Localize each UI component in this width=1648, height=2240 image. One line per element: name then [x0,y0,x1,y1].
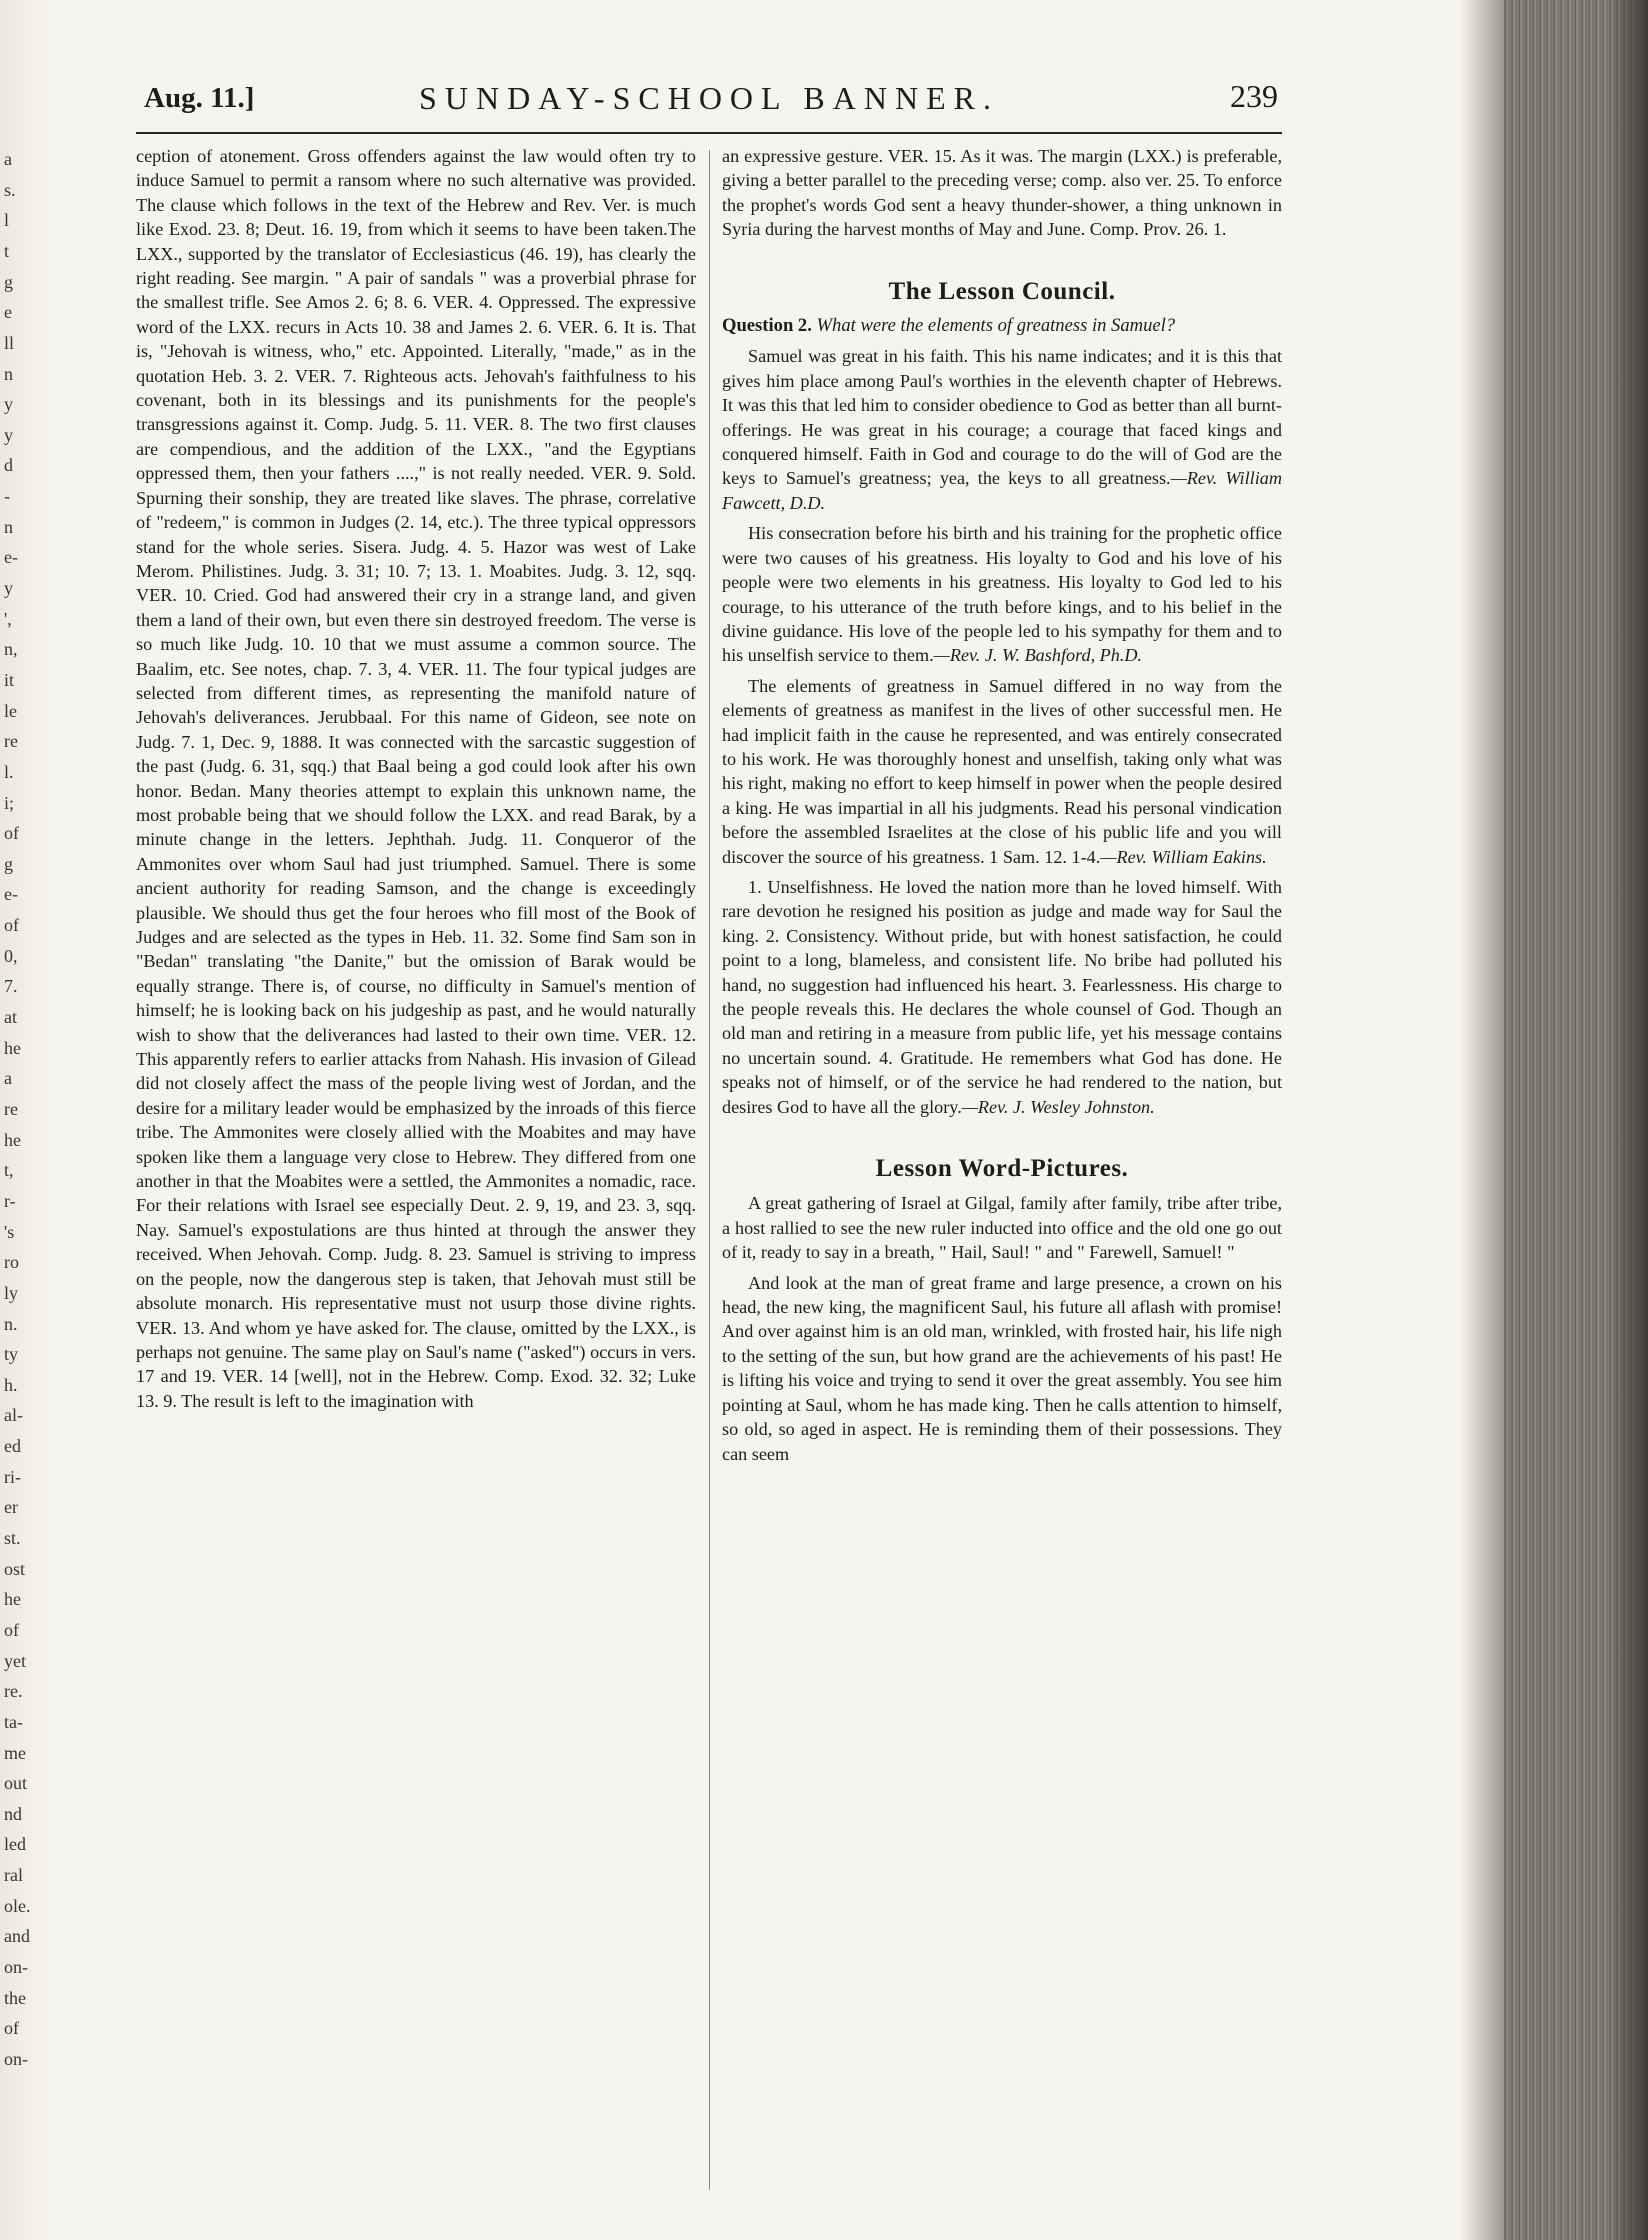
answer-text: 1. Unselfishness. He loved the nation more than he loved himself. With rare devotion he resigned his position as judge and made way for Saul the king. 2. Consistency. Without pride, but with honest satisfaction, he could point to a long, blameless, and consistent life. No bribe had polluted his hand, no suggestion had influenced his heart. 3. Fearlessness. His charge to the people reveals this. He declares the whole counsel of God. Though an old man and retiring in a measure from public life, yet his message contains no uncertain sound. 4. Gratitude. He remembers what God has done. He speaks not of himself, or of the service he had rendered to the nation, but desires God to have all the glory. [722,876,1282,1117]
margin-fragment: ed [4,1436,21,1456]
commentary-paragraph: ception of atonement. Gross offenders against the law would often try to induce Samuel to permit a ransom where no such alternative was provided. The clause which follows in the text of the Hebrew and Rev. Ver. is much like Exod. 23. 8; Deut. 16. 19, from which it seems to have been taken.The LXX., supported by the translator of Ecclesiasticus (46. 19), has clearly the right reading. See margin. " A pair of sandals " was a proverbial phrase for the smallest trifle. See Amos 2. 6; 8. 6. VER. 4. Oppressed. The expressive word of the LXX. recurs in Acts 10. 38 and James 2. 6. VER. 6. It is. That is, "Jehovah is witness, who," etc. Appointed. Literally, "made," as in the quotation Heb. 3. 2. VER. 7. Righteous acts. Jehovah's faithfulness to his covenant, both in its blessings and its punishments for the people's transgressions against it. Comp. Judg. 5. 11. VER. 8. The two first clauses are compendious, and the addition of the LXX., "and the Egyptians oppressed them, then your fathers ....," is not really needed. VER. 9. Sold. Spurning their sonship, they are treated like slaves. The phrase, correlative of "redeem," is common in Judges (2. 14, etc.). The three typical oppressors stand for the whole series. Sisera. Judg. 4. 5. Hazor was west of Lake Merom. Philistines. Judg. 3. 31; 10. 7; 13. 1. Moabites. Judg. 3. 12, sqq. VER. 10. Cried. God had answered their cry in a strange land, and given them a land of their own, but even there sin destroyed freedom. The verse is so much like Judg. 10. 10 that we must assume a common source. The Baalim, etc. See notes, chap. 7. 3, 4. VER. 11. The four typical judges are selected from different times, as representing the manifold nature of Jehovah's deliverances. Jerubbaal. For this name of Gideon, see note on Judg. 7. 1, Dec. 9, 1888. It was connected with the sarcastic suggestion of the past (Judg. 6. 31, sqq.) that Baal being a god could look after his own honor. Bedan. Many theories attempt to explain this unknown name, the most probable being that we should follow the LXX. and read Barak, by a minute change in the letters. Jephthah. Judg. 11. Conqueror of the Ammonites over whom Saul had just triumphed. Samuel. There is some ancient authority for reading Samson, and the change is exceedingly plausible. We should thus get the four heroes who fill most of the Book of Judges and are selected as the types in Heb. 11. 32. Some find Sam son in "Bedan" translating "the Danite," but the omission of Barak would be equally strange. There is, of course, no difficulty in Samuel's mention of himself; he is looking back on his judgeship as past, and he would naturally wish to show that the deliverances had lasted to their own time. VER. 12. This apparently refers to earlier attacks from Nahash. His invasion of Gilead did not closely affect the mass of the people living west of Jordan, and the desire for a military leader would be emphasized by the inroads of this fierce tribe. The Ammonites were closely allied with the Moabites and may have spoken like them a language very close to Hebrew. They differed from one another in that the Moabites were a settled, the Ammonites a nomadic, race. For their relations with Israel see especially Deut. 2. 9, 19, and 23. 3, sqq. Nay. Samuel's expostulations are thus hinted at through the answer they received. When Jehovah. Comp. Judg. 8. 23. Samuel is striving to impress on the people, now the dangerous step is taken, that Jehovah must still be absolute monarch. His representative must not usurp those divine rights. VER. 13. And whom ye have asked for. The clause, omitted by the LXX., is perhaps not genuine. The same play on Saul's name ("asked") occurs in vers. 17 and 19. VER. 14 [well], not in the Hebrew. Comp. Exod. 32. 32; Luke 13. 9. The result is left to the imagination with [136,146,696,1411]
column-divider [709,150,710,2190]
margin-fragment: led [4,1834,26,1854]
margin-fragment: a [4,1068,12,1088]
margin-fragment: er [4,1497,18,1517]
margin-fragment: ro [4,1252,19,1272]
margin-fragment: of [4,823,19,843]
margin-fragment: ral [4,1865,23,1885]
margin-fragment: ost [4,1559,26,1579]
margin-fragment: e- [4,884,18,904]
answer-text: His consecration before his birth and his training for the prophetic office were two causes of his greatness. His loyalty to God and his love of his people were two elements in his greatness. His loyalty to God led to his courage, to his utterance of the truth before kings, and to his belief in the divine guidance. His love of the people led to his sympathy for them and to his unselfish service to them. [722,523,1282,666]
margin-fragment: t [4,241,10,261]
margin-fragment: ole. [4,1896,31,1916]
margin-fragment: ri- [4,1467,21,1487]
margin-fragment: n [4,364,13,384]
margin-fragment: 7. [4,976,18,996]
publication-title: SUNDAY-SCHOOL BANNER. [419,80,999,116]
margin-fragment: me [4,1743,26,1763]
page-number: 239 [1230,78,1278,114]
margin-fragment: y [4,425,13,445]
margin-fragment: out [4,1773,28,1793]
margin-fragment: re. [4,1681,23,1701]
margin-fragment: n. [4,1314,18,1334]
answer-text: The elements of greatness in Samuel differed in no way from the elements of greatness as manifest in the lives of other successful men. He had implicit faith in the cause he represented, and was entirely consecrated to his work. He was thoroughly honest and unselfish, taking only what was his right, making no effort to keep himself in power when the people desired a king. He was impartial in all his judgments. Read his personal vindication before the assembled Israelites at the close of his public life and you will discover the source of his greatness. 1 Sam. 12. 1-4. [722,675,1282,867]
council-question [722,314,1282,338]
margin-fragment: 's [4,1222,15,1242]
commentary-continuation: an expressive gesture. VER. 15. As it was. The margin (LXX.) is preferable, giving a better parallel to the preceding verse; comp. also ver. 25. To enforce the prophet's words God sent a heavy thunder-shower, a thing unknown in Syria during the harvest months of May and June. Comp. Prov. 26. 1. [722,146,1282,240]
margin-fragment: he [4,1130,21,1150]
margin-fragment: a [4,149,12,169]
margin-fragment: h. [4,1375,18,1395]
margin-fragment: on- [4,1957,28,1977]
margin-fragment: and [4,1926,30,1946]
word-picture-paragraph: A great gathering of Israel at Gilgal, family after family, tribe after tribe, a host rallied to see the new ruler inducted into office and the old one go out of it, ready to say in a breath, " Hail, Saul! " and " Farewell, Samuel! " [722,1193,1282,1263]
margin-fragment: n [4,517,13,537]
margin-fragment: at [4,1007,17,1027]
council-answer [722,521,1282,667]
answer-signature: —Rev. William Fawcett, D.D. [722,468,1282,513]
council-answer [722,674,1282,869]
margin-fragment: d [4,455,13,475]
question-label: Question 2. [722,315,812,337]
margin-fragment: ly [4,1283,19,1303]
margin-fragment: 0, [4,946,18,966]
margin-fragment: le [4,701,17,721]
previous-page-margin [0,0,48,2240]
answer-signature: —Rev. J. Wesley Johnston. [961,1096,1155,1117]
margin-fragment: yet [4,1651,26,1671]
book-binding-edge [1460,0,1648,2240]
margin-fragment: ty [4,1344,19,1364]
margin-fragment: nd [4,1804,22,1824]
margin-fragment: he [4,1589,21,1609]
answer-signature: —Rev. William Eakins. [1100,846,1267,867]
answer-signature: —Rev. J. W. Bashford, Ph.D. [933,645,1143,666]
issue-date: Aug. 11.] [144,82,255,114]
margin-fragment: n, [4,639,18,659]
margin-fragment: he [4,1038,21,1058]
margin-fragment: ', [4,609,12,629]
margin-fragment: st. [4,1528,21,1548]
margin-fragment: re [4,1099,18,1119]
margin-fragment: y [4,394,13,414]
word-pictures-heading: Lesson Word-Pictures. [875,1155,1129,1183]
question-text: What were the elements of greatness in Samuel? [816,315,1176,337]
margin-fragment: l. [4,762,14,782]
margin-fragment: t, [4,1160,14,1180]
margin-fragment: ta- [4,1712,23,1732]
margin-fragment: al- [4,1405,23,1425]
margin-fragment: g [4,854,13,874]
lesson-council-heading: The Lesson Council. [888,277,1116,305]
margin-fragment: it [4,670,15,690]
margin-fragment: e [4,302,12,322]
margin-fragment: s. [4,180,16,200]
margin-fragment: of [4,915,19,935]
margin-fragment: ll [4,333,15,353]
margin-fragment: l [4,210,10,230]
left-column [136,144,696,1419]
book-page [136,74,1282,2184]
margin-fragment: of [4,1620,19,1640]
margin-fragment: re [4,731,18,751]
running-head [136,74,1282,134]
word-picture-paragraph: And look at the man of great frame and large presence, a crown on his head, the new king, the magnificent Saul, his future all aflash with promise! And over against him is an old man, wrinkled, with frosted hair, his life nigh to the setting of the sun, but how grand are the achievements of his past! He is lifting his voice and trying to send it over the great assembly. You see him pointing at Saul, whom he has made king. Then he calls attention to himself, so old, so aged in aspect. He is reminding them of their possessions. They can seem [722,1272,1282,1464]
margin-fragment: i; [4,793,15,813]
council-answer [722,875,1282,1119]
text-columns [136,144,1282,2184]
right-column [722,144,1282,1472]
answer-text: Samuel was great in his faith. This his name indicates; and it is this that gives him place among Paul's worthies in the eleventh chapter of Hebrews. It was this that led him to consider obedience to God as better than all burnt-offerings. He was great in his courage; a courage that faced kings and conquered himself. Faith in God and courage to do the will of God are the keys to Samuel's greatness; yea, the keys to all greatness. [722,346,1282,489]
margin-fragment: of [4,2018,19,2038]
council-answer [722,344,1282,515]
margin-fragment: - [4,486,10,506]
margin-fragment: r- [4,1191,16,1211]
margin-fragment: the [4,1988,26,2008]
margin-fragment: g [4,272,13,292]
margin-fragment: on- [4,2049,28,2069]
margin-fragment: e- [4,547,18,567]
margin-fragment: y [4,578,13,598]
